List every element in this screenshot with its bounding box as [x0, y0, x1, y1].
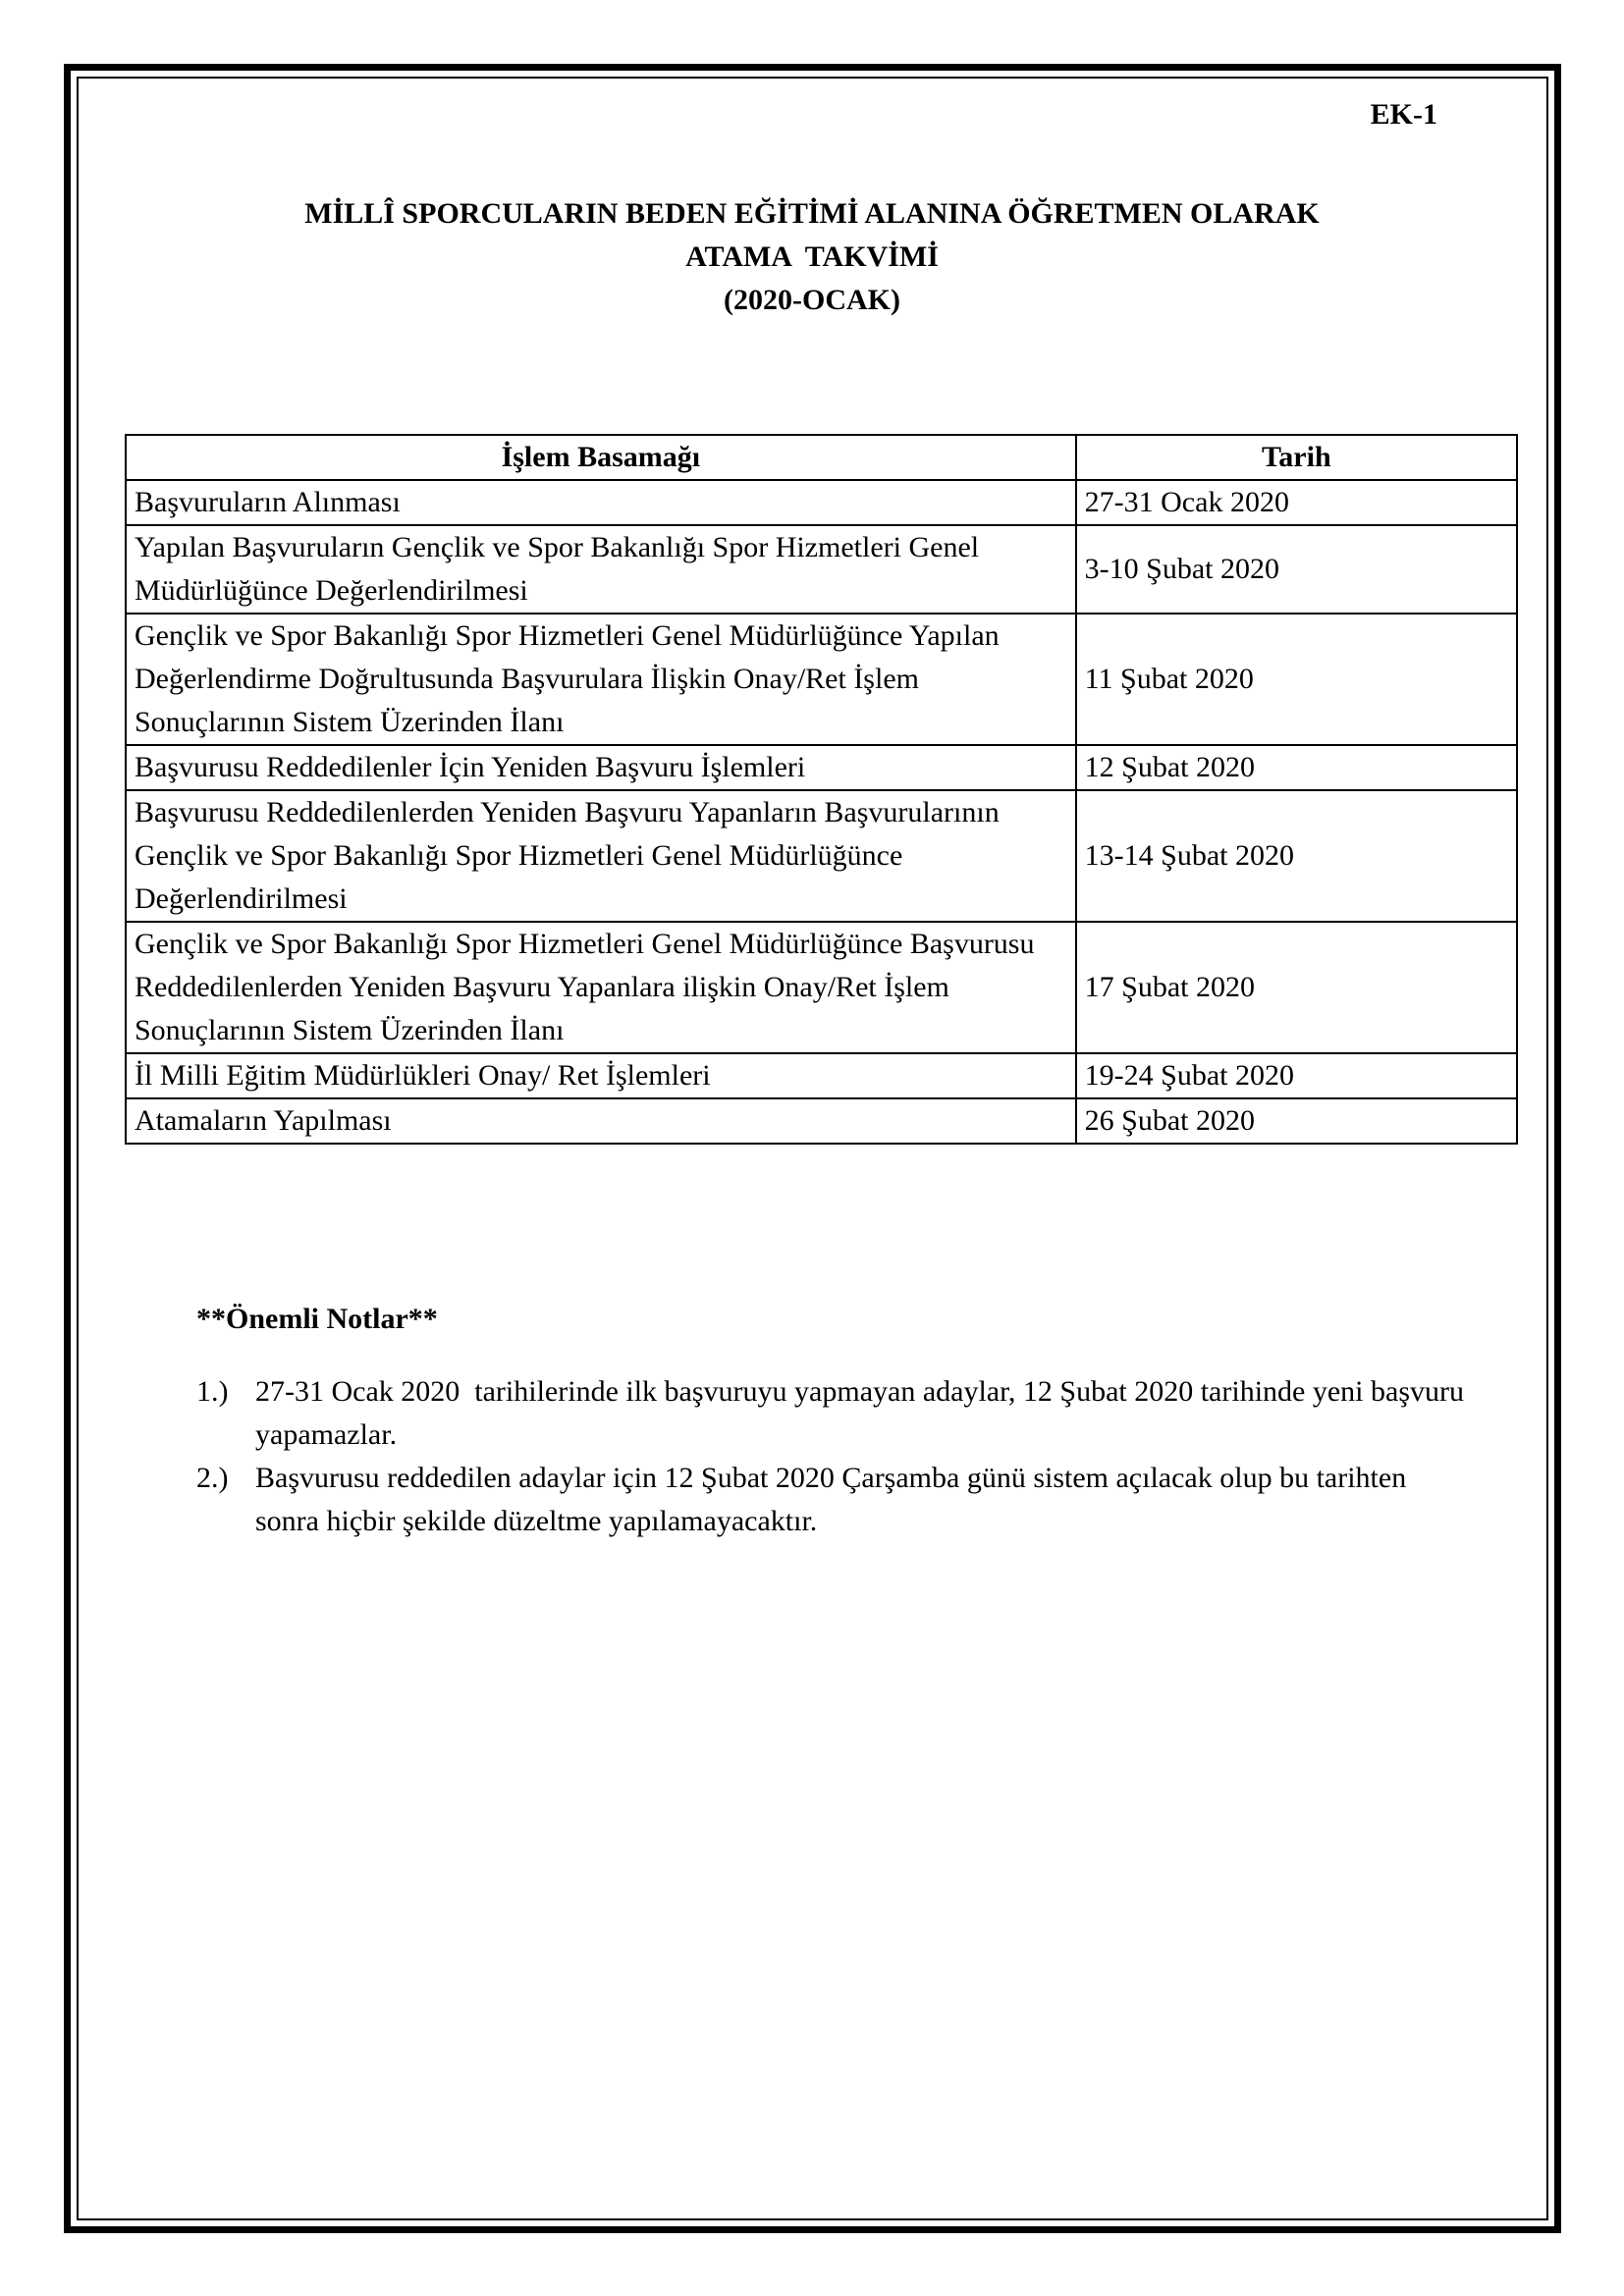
table-row — [126, 480, 1517, 525]
note-item — [196, 1370, 1473, 1457]
title-line-2: ATAMA TAKVİMİ — [685, 240, 939, 273]
step-cell: Başvurusu Reddedilenlerden Yeniden Başvuru Yapanların Başvurularının Gençlik ve Spor Bakanlığı Spor Hizmetleri Genel Müdürlüğünce Değerlendirilmesi — [126, 790, 1076, 922]
page-inner-border — [77, 77, 1548, 2220]
table-row — [126, 922, 1517, 1053]
step-cell: Yapılan Başvuruların Gençlik ve Spor Bakanlığı Spor Hizmetleri Genel Müdürlüğünce Değerlendirilmesi — [126, 525, 1076, 614]
note-text: 27-31 Ocak 2020 tarihilerinde ilk başvuruyu yapmayan adaylar, 12 Şubat 2020 tarihinde yeni başvuru yapamazlar. — [255, 1375, 1472, 1451]
step-cell: Gençlik ve Spor Bakanlığı Spor Hizmetleri Genel Müdürlüğünce Yapılan Değerlendirme Doğrultusunda Başvurulara İlişkin Onay/Ret İşlem Sonuçlarının Sistem Üzerinden İlanı — [126, 614, 1076, 745]
document-title — [147, 192, 1477, 322]
date-cell: 26 Şubat 2020 — [1076, 1098, 1517, 1144]
table-row — [126, 1053, 1517, 1098]
notes-section — [196, 1298, 1473, 1543]
date-cell: 13-14 Şubat 2020 — [1076, 790, 1517, 922]
annex-label: EK-1 — [1370, 98, 1437, 131]
note-number: 1.) — [196, 1375, 229, 1408]
table-row — [126, 525, 1517, 614]
date-cell: 17 Şubat 2020 — [1076, 922, 1517, 1053]
date-cell: 19-24 Şubat 2020 — [1076, 1053, 1517, 1098]
note-text: Başvurusu reddedilen adaylar için 12 Şubat 2020 Çarşamba günü sistem açılacak olup bu tarihten sonra hiçbir şekilde düzeltme yapılamayacaktır. — [255, 1462, 1407, 1537]
notes-title: **Önemli Notlar** — [196, 1303, 438, 1335]
date-cell: 12 Şubat 2020 — [1076, 745, 1517, 790]
table-header-row — [126, 435, 1517, 480]
note-number: 2.) — [196, 1462, 229, 1494]
date-cell: 11 Şubat 2020 — [1076, 614, 1517, 745]
header-date: Tarih — [1076, 435, 1517, 480]
table-row — [126, 790, 1517, 922]
step-cell: Gençlik ve Spor Bakanlığı Spor Hizmetleri Genel Müdürlüğünce Başvurusu Reddedilenlerden Yeniden Başvuru Yapanlara ilişkin Onay/Ret İşlem Sonuçlarının Sistem Üzerinden İlanı — [126, 922, 1076, 1053]
step-cell: İl Milli Eğitim Müdürlükleri Onay/ Ret İşlemleri — [126, 1053, 1076, 1098]
note-item — [196, 1457, 1473, 1543]
title-line-3: (2020-OCAK) — [724, 284, 900, 316]
title-line-1: MİLLÎ SPORCULARIN BEDEN EĞİTİMİ ALANINA ÖĞRETMEN OLARAK — [304, 197, 1320, 230]
schedule-table — [125, 434, 1518, 1145]
table-row — [126, 1098, 1517, 1144]
date-cell: 27-31 Ocak 2020 — [1076, 480, 1517, 525]
step-cell: Başvuruların Alınması — [126, 480, 1076, 525]
step-cell: Başvurusu Reddedilenler İçin Yeniden Başvuru İşlemleri — [126, 745, 1076, 790]
step-cell: Atamaların Yapılması — [126, 1098, 1076, 1144]
date-cell: 3-10 Şubat 2020 — [1076, 525, 1517, 614]
header-step: İşlem Basamağı — [126, 435, 1076, 480]
table-row — [126, 745, 1517, 790]
table-row — [126, 614, 1517, 745]
